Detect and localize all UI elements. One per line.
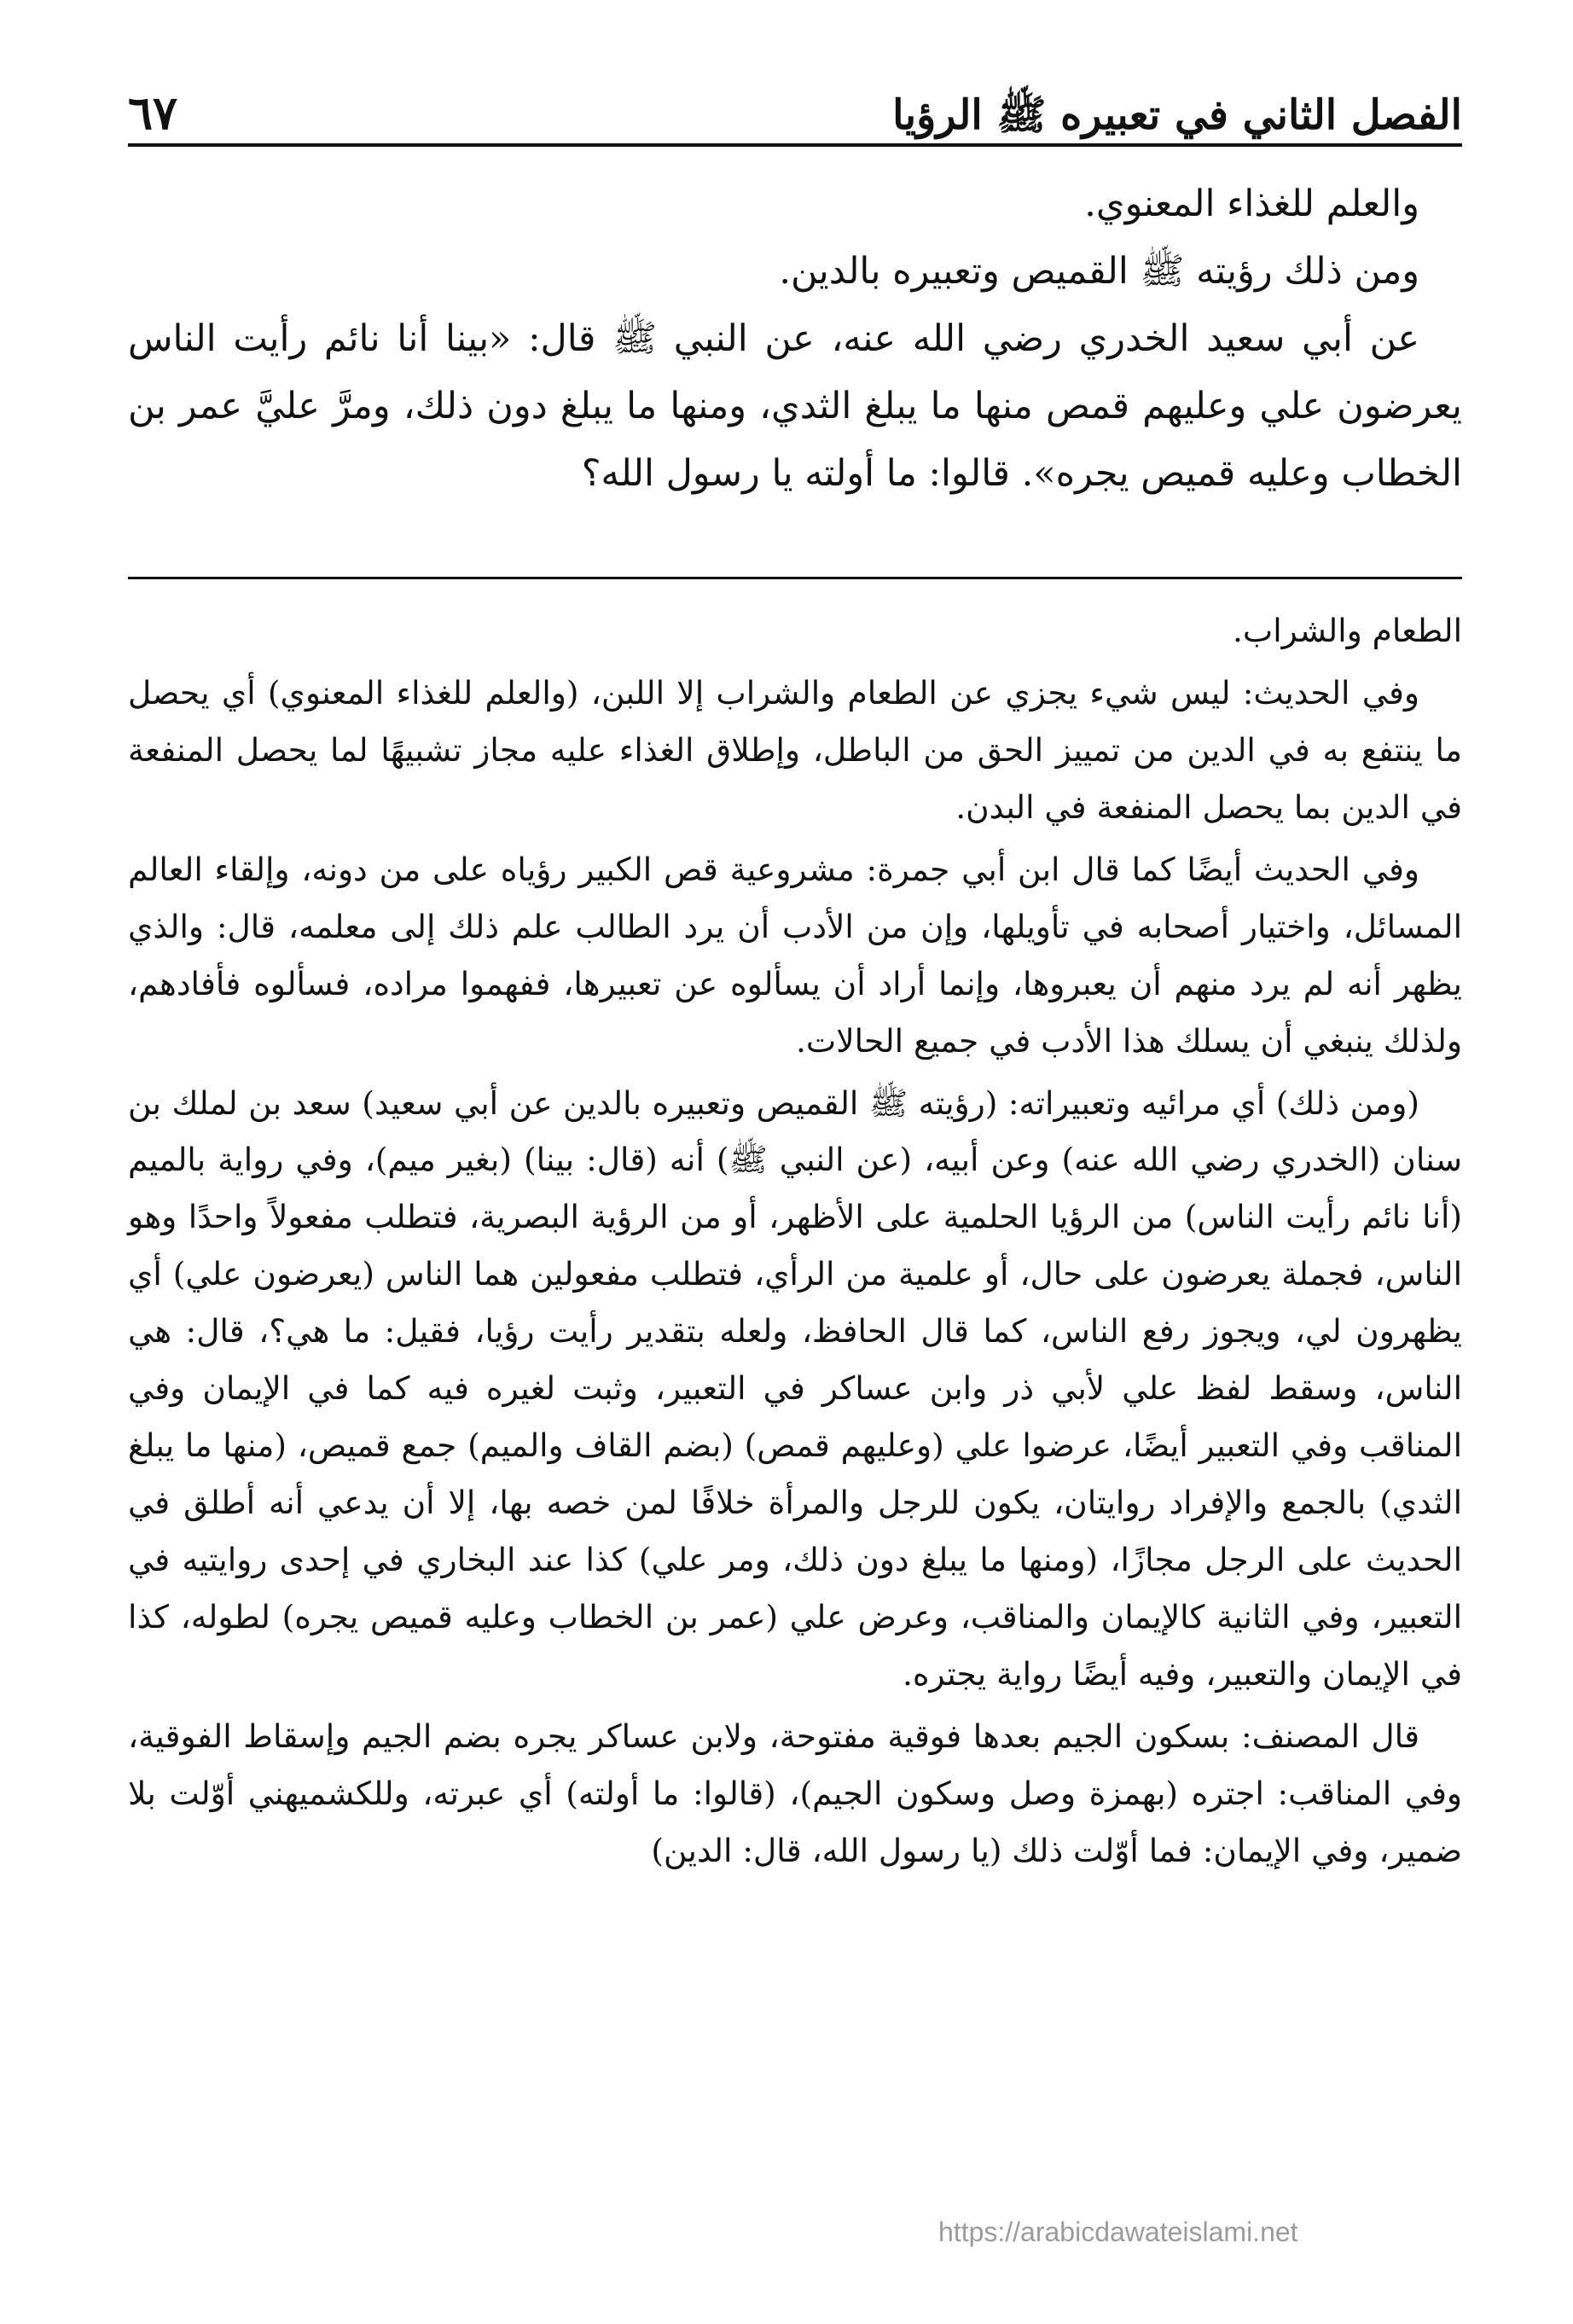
matn-line: والعلم للغذاء المعنوي. [1084, 183, 1419, 225]
page-number: ٦٧ [128, 85, 178, 141]
page-header [128, 60, 1462, 141]
commentary-paragraph: قال المصنف: بسكون الجيم بعدها فوقية مفتوحة، ولابن عساكر يجره بضم الجيم وإسقاط الفوقية، وفي المناقب: اجتره (بهمزة وصل وسكون الجيم)، (قالوا: ما أولته) أي عبرته، وللكشميهني أوّلت بلا ضمير، وفي الإيمان: فما أوّلت ذلك (يا رسول الله، قال: الدين) [128, 1717, 1462, 1869]
commentary-paragraph: وفي الحديث أيضًا كما قال ابن أبي جمرة: مشروعية قص الكبير رؤياه على من دونه، وإلقاء العالم المسائل، واختيار أصحابه في تأويلها، وإن من الأدب أن يرد الطالب علم ذلك إلى معلمه، قال: والذي يظهر أنه لم يرد منهم أن يعبروها، وإنما أراد أن يسألوه عن تعبيرها، ففهموا مراده، فسألوه فأفادهم، ولذلك ينبغي أن يسلك هذا الأدب في جميع الحالات. [128, 850, 1462, 1060]
main-text [128, 171, 1462, 508]
commentary-divider [128, 577, 1462, 579]
header-divider [128, 143, 1462, 147]
matn-line: ومن ذلك رؤيته ﷺ القميص وتعبيره بالدين. [779, 250, 1419, 293]
watermark-url: https://arabicdawateislami.net [938, 2217, 1298, 2247]
commentary-paragraph: وفي الحديث: ليس شيء يجزي عن الطعام والشراب إلا اللبن، (والعلم للغذاء المعنوي) أي يحصل ما ينتفع به في الدين من تمييز الحق من الباطل، وإطلاق الغذاء عليه مجاز تشبيهًا لما يحصل المنفعة في الدين بما يحصل المنفعة في البدن. [128, 673, 1462, 826]
matn-hadith: عن أبي سعيد الخدري رضي الله عنه، عن النبي ﷺ قال: «بينا أنا نائم رأيت الناس يعرضون علي وعليهم قمص منها ما يبلغ الثدي، ومنها ما يبلغ دون ذلك، ومرَّ عليَّ عمر بن الخطاب وعليه قميص يجره». قالوا: ما أولته يا رسول الله؟ [128, 317, 1462, 496]
commentary-text [128, 602, 1462, 1880]
commentary-paragraph: (ومن ذلك) أي مرائيه وتعبيراته: (رؤيته ﷺ القميص وتعبيره بالدين عن أبي سعيد) سعد بن لملك بن سنان (الخدري رضي الله عنه) وعن أبيه، (عن النبي ﷺ) أنه (قال: بينا) (بغير ميم)، وفي رواية بالميم (أنا نائم رأيت الناس) من الرؤيا الحلمية على الأظهر، أو من الرؤية البصرية، فتطلب مفعولاً واحدًا وهو الناس، فجملة يعرضون على حال، أو علمية من الرأي، فتطلب مفعولين هما الناس (يعرضون علي) أي يظهرون لي، ويجوز رفع الناس، كما قال الحافظ، ولعله بتقدير رأيت رؤيا، فقيل: ما هي؟، قال: هي الناس، وسقط لفظ علي لأبي ذر وابن عساكر في التعبير، وثبت لغيره فيه كما في الإيمان وفي المناقب وفي التعبير أيضًا، عرضوا علي (وعليهم قمص) (بضم القاف والميم) جمع قميص، (منها ما يبلغ الثدي) بالجمع والإفراد روايتان، يكون للرجل والمرأة خلافًا لمن خصه بها، إلا أن يدعي أنه أطلق في الحديث على الرجل مجازًا، (ومنها ما يبلغ دون ذلك، ومر علي) كذا عند البخاري في إحدى روايتيه في التعبير، وفي الثانية كالإيمان والمناقب، وعرض علي (عمر بن الخطاب وعليه قميص يجره) لطوله، كذا في الإيمان والتعبير، وفيه أيضًا رواية يجتره. [128, 1084, 1462, 1693]
commentary-paragraph: الطعام والشراب. [1232, 612, 1462, 649]
chapter-title: الفصل الثاني في تعبيره ﷺ الرؤيا [892, 91, 1462, 140]
